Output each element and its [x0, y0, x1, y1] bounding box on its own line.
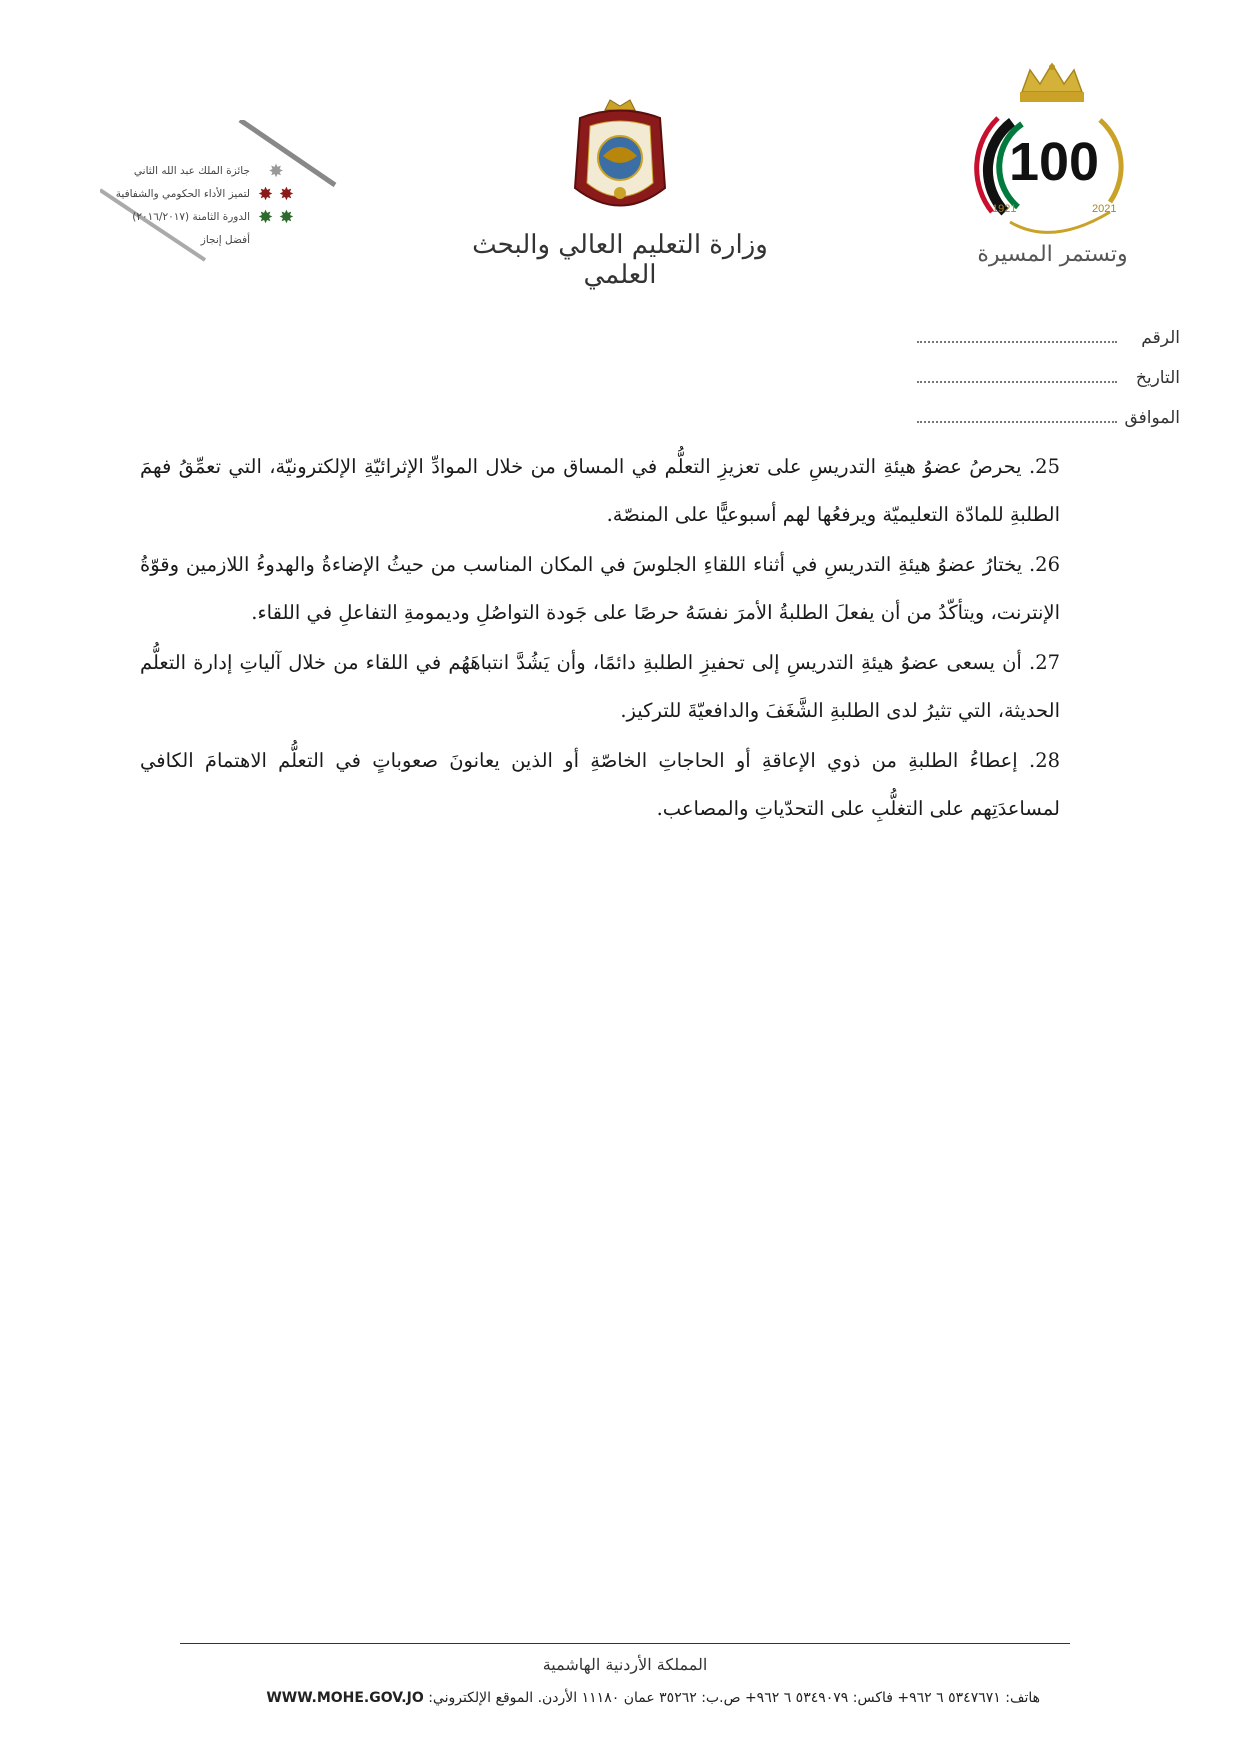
- award-line-3: الدورة الثامنة (٢٠١٦/٢٠١٧): [132, 211, 250, 223]
- award-star-icon: ✸: [268, 161, 284, 182]
- list-item: [140, 541, 1060, 637]
- item-text: إعطاءُ الطلبةِ من ذوي الإعاقةِ أو الحاجاتِ الخاصّةِ أو الذين يعانونَ صعوباتٍ في التعلُّم الاهتمامَ الكافي لمساعدَتِهم على التغلُّبِ على التحدّياتِ والمصاعب.: [140, 749, 1060, 820]
- footer-divider: [180, 1643, 1070, 1644]
- footer-contact: [180, 1690, 1040, 1706]
- award-star-icon: ✸ ✸: [258, 207, 294, 228]
- list-item: [140, 737, 1060, 833]
- centenary-emblem: [960, 62, 1145, 242]
- reference-number-field: [880, 318, 1180, 358]
- reference-date-label: التاريخ: [1135, 368, 1180, 388]
- item-number: 27.: [1028, 651, 1061, 674]
- reference-number-blank: [917, 333, 1117, 343]
- coat-of-arms-icon: [565, 98, 675, 228]
- king-abdullah-award-badge: [100, 120, 340, 290]
- reference-fields: [880, 318, 1180, 438]
- reference-number-label: الرقم: [1141, 328, 1180, 348]
- reference-corresponding-field: [880, 398, 1180, 438]
- reference-corresponding-label: الموافق: [1124, 408, 1180, 428]
- item-text: يحرصُ عضوُ هيئةِ التدريسِ على تعزيزِ التعلُّم في المساق من خلال الموادِّ الإثرائيّةِ الإلكترونيّة، التي تعمِّقُ فهمَ الطلبةِ للمادّة التعليميّة ويرفعُها لهم أسبوعيًّا على المنصّة.: [140, 455, 1060, 526]
- item-number: 28.: [1028, 749, 1061, 772]
- item-number: 25.: [1028, 455, 1060, 478]
- centenary-logo: [960, 62, 1145, 277]
- footer-title: المملكة الأردنية الهاشمية: [542, 1655, 708, 1674]
- centenary-year-end: 2021: [1092, 203, 1117, 215]
- centenary-slogan: وتستمر المسيرة: [977, 242, 1128, 267]
- list-item: [140, 443, 1060, 539]
- item-text: يختارُ عضوُ هيئةِ التدريسِ في أثناء اللقاءِ الجلوسَ في المكان المناسب من حيثُ الإضاءةُ والهدوءُ اللازمين وقوّةُ الإنترنت، ويتأكّدُ من أن يفعلَ الطلبةُ الأمرَ نفسَهُ حرصًا على جَودة التواصُلِ وديمومةِ التفاعلِ في اللقاء.: [140, 553, 1060, 624]
- jordan-coat-of-arms: [565, 98, 675, 228]
- item-text: أن يسعى عضوُ هيئةِ التدريسِ إلى تحفيزِ الطلبةِ دائمًا، وأن يَشُدَّ انتباهَهُم في اللقاء من خلال آلياتِ إدارة التعلُّم الحديثة، التي تثيرُ لدى الطلبةِ الشَّغَفَ والدافعيّةَ للتركيز.: [140, 651, 1060, 722]
- centenary-year-start: 1921: [992, 203, 1017, 215]
- footer-website-link[interactable]: WWW.MOHE.GOV.JO: [266, 1690, 424, 1706]
- award-line-2: لتميز الأداء الحكومي والشفافية: [115, 188, 250, 200]
- reference-date-blank: [917, 373, 1117, 383]
- crown-icon: [1020, 64, 1084, 102]
- award-line-1: جائزة الملك عبد الله الثاني: [133, 165, 250, 177]
- document-body: [140, 443, 1060, 835]
- reference-corresponding-blank: [917, 413, 1117, 423]
- centenary-number: 100: [1008, 132, 1100, 192]
- list-item: [140, 639, 1060, 735]
- reference-date-field: [880, 358, 1180, 398]
- award-line-4: أفضل إنجاز: [200, 234, 250, 246]
- ministry-name: وزارة التعليم العالي والبحث العلمي: [472, 230, 768, 290]
- award-star-icon: ✸ ✸: [258, 184, 294, 205]
- item-number: 26.: [1028, 553, 1060, 576]
- footer-contact-details: هاتف: ٥٣٤٧٦٧١ ٦ ٩٦٢+ فاكس: ٥٣٤٩٠٧٩ ٦ ٩٦٢+ ص.ب: ٣٥٢٦٢ عمان ١١١٨٠ الأردن. الموقع الإلكتروني:: [428, 1690, 1040, 1706]
